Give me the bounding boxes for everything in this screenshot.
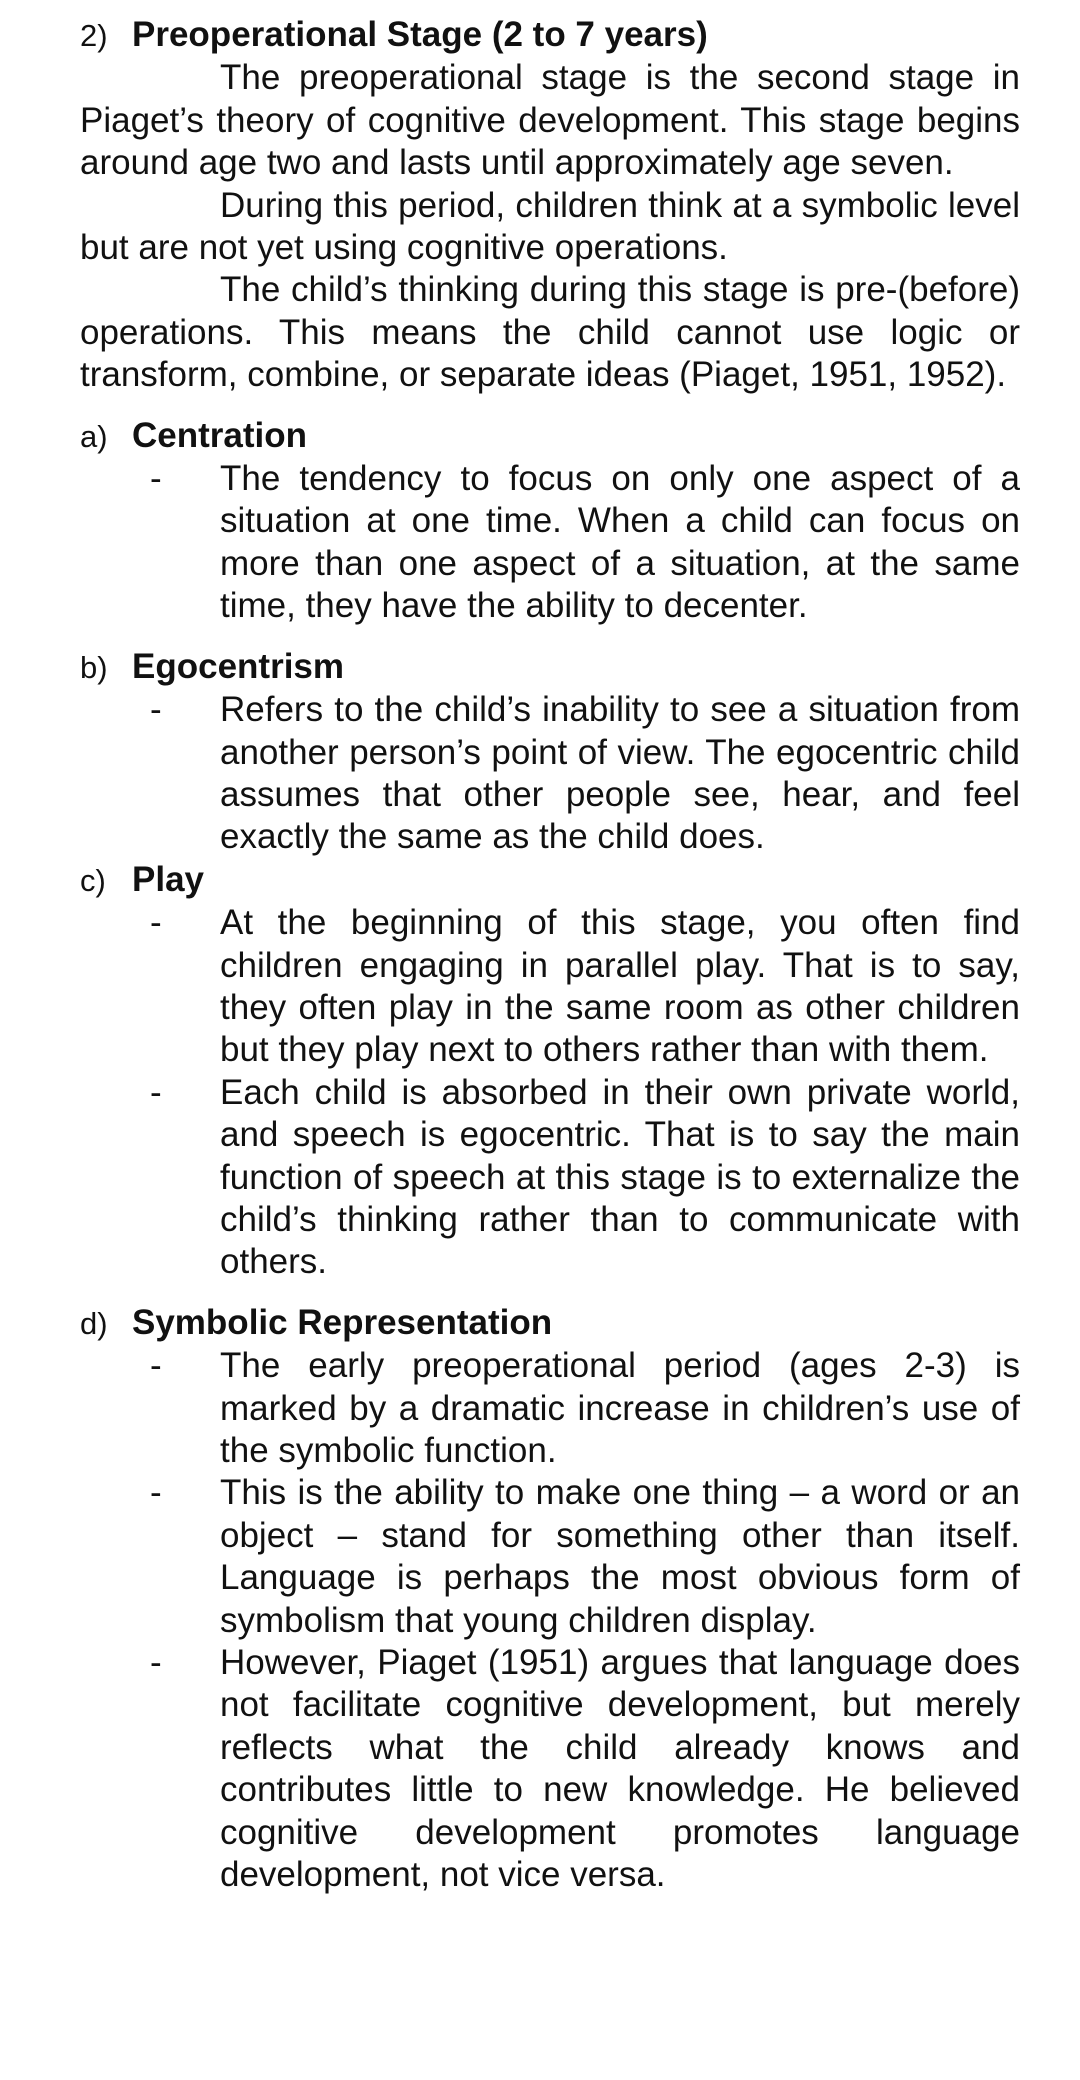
paragraph: The child’s thinking during this stage is pre-(before) operations. This means the child cannot use logic or transform, combine, or separate ideas (Piaget, 1951, 1952). [80,270,1020,395]
bullet-dash: - [150,1473,162,1513]
subsection-title: Centration [132,415,307,455]
bullet-text: However, Piaget (1951) argues that language does not facilitate cognitive development, but merely reflects what the child already knows and contributes little to new knowledge. He believed cognitive development promotes language development, not vice versa. [220,1643,1020,1895]
paragraph: During this period, children think at a symbolic level but are not yet using cognitive operations. [80,185,1020,268]
subsection-heading-symbolic-representation [80,1302,1020,1345]
subsection-marker: b) [80,649,108,685]
bullet-dash: - [150,1346,162,1386]
bullet-dash: - [150,690,162,730]
bullet-text: The early preoperational period (ages 2-3) is marked by a dramatic increase in children’s use of the symbolic function. [220,1346,1020,1470]
bullet-text: Each child is absorbed in their own private world, and speech is egocentric. That is to say the main function of speech at this stage is to externalize the child’s thinking rather than to communicate with others. [220,1072,1020,1282]
subsection-heading-centration [80,415,1020,458]
bullet-dash: - [150,903,162,943]
section-number: 2) [80,18,108,53]
bullet-item [80,458,1020,628]
paragraph: The preoperational stage is the second stage in Piaget’s theory of cognitive development. This stage begins around age two and lasts until approximately age seven. [80,58,1020,183]
bullet-text: Refers to the child’s inability to see a situation from another person’s point of view. The egocentric child assumes that other people see, hear, and feel exactly the same as the child does. [220,690,1020,857]
subsection-marker: c) [80,862,106,898]
bullet-item [80,902,1020,1072]
bullet-text: The tendency to focus on only one aspect of a situation at one time. When a child can focus on more than one aspect of a situation, at the same time, they have the ability to decenter. [220,459,1020,626]
document-page [80,14,1020,1896]
subsection-marker: a) [80,418,108,454]
bullet-item [80,689,1020,859]
bullet-item [80,1472,1020,1642]
subsection-title: Play [132,859,204,899]
section-title: Preoperational Stage (2 to 7 years) [132,15,708,54]
subsection-title: Egocentrism [132,646,344,686]
bullet-item [80,1642,1020,1896]
bullet-text: This is the ability to make one thing – a word or an object – stand for something other than itself. Language is perhaps the most obvious form of symbolism that young children display. [220,1473,1020,1640]
bullet-item [80,1072,1020,1284]
bullet-dash: - [150,1072,162,1112]
subsection-marker: d) [80,1305,108,1341]
bullet-item [80,1345,1020,1472]
bullet-dash: - [150,459,162,499]
subsection-heading-egocentrism [80,646,1020,689]
subsection-heading-play [80,859,1020,902]
bullet-text: At the beginning of this stage, you often find children engaging in parallel play. That is to say, they often play in the same room as other children but they play next to others rather than with them. [220,903,1020,1070]
bullet-dash: - [150,1643,162,1683]
section-heading [80,14,1020,57]
subsection-title: Symbolic Representation [132,1302,553,1342]
